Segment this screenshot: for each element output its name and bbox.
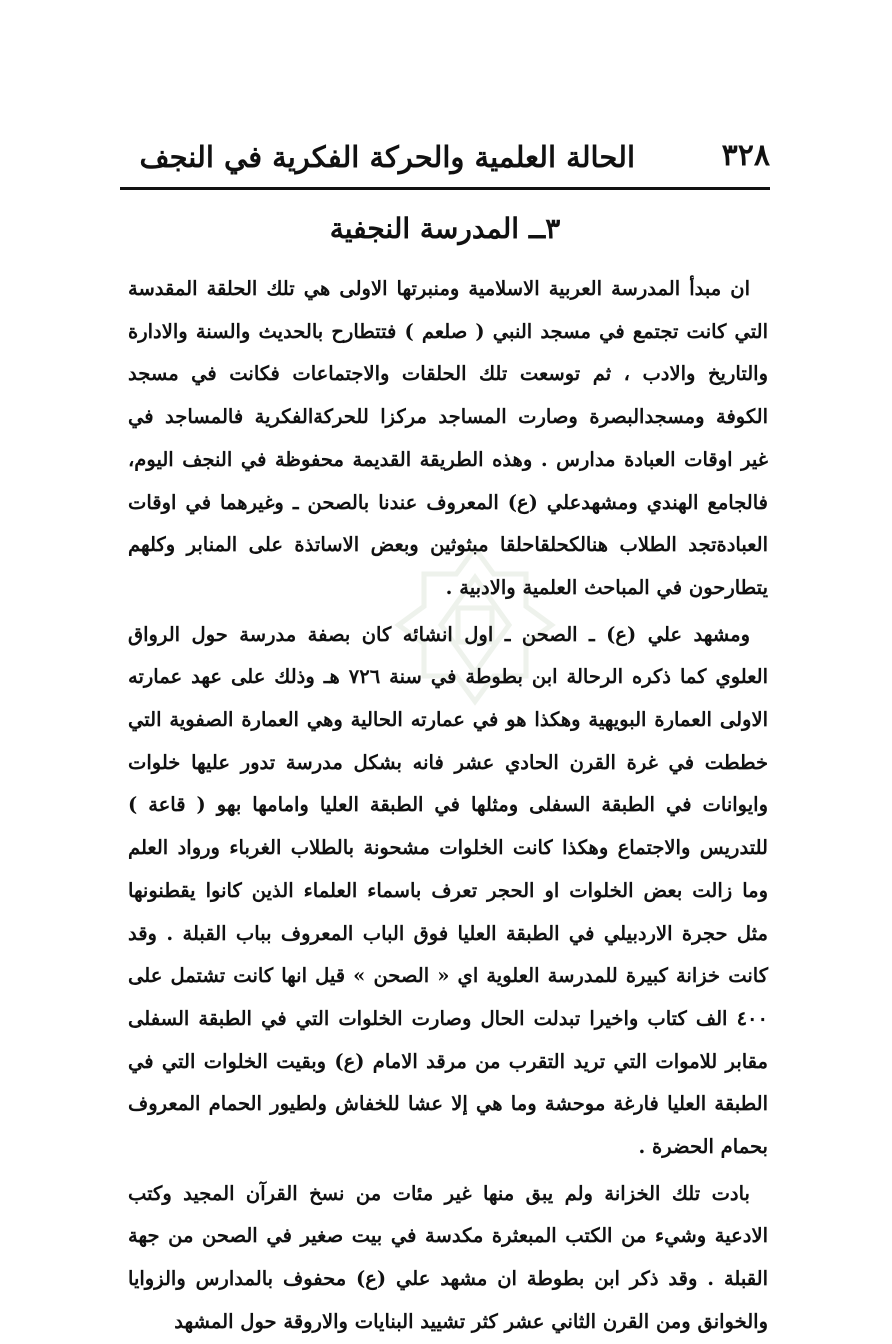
section-title: ٣ــ المدرسة النجفية [329, 212, 561, 245]
paragraph-1: ان مبدأ المدرسة العربية الاسلامية ومنبرتها الاولى هي تلك الحلقة المقدسة التي كانت تجتمع في مسجد النبي ( صلعم ) فتتطارح بالحديث والسنة والادارة والتاريخ والادب ، ثم توسعت تلك الحلقات والاجتماعات فكانت في مسجد الكوفة ومسجدالبصرة وصارت المساجد مركزا للحركةالفكرية فالمساجد في غير اوقات العبادة مدارس . وهذه الطريقة القديمة محفوظة في النجف اليوم، فالجامع الهندي ومشهدعلي (ع) المعروف عندنا بالصحن ـ وغيرهما في اوقات العبادةتجد الطلاب هنالكحلقاحلقا مبثوثين وبعض الاساتذة على المنابر وكلهم يتطارحون في المباحث العلمية والادبية . [128, 277, 768, 599]
paragraph-3: بادت تلك الخزانة ولم يبق منها غير مئات من نسخ القرآن المجيد وكتب الادعية وشيء من الكتب المبعثرة مكدسة في بيت صغير في الصحن من جهة القبلة . وقد ذكر ابن بطوطة ان مشهد علي (ع) محفوف بالمدارس والزوايا والخوانق ومن القرن الثاني عشر كثر تشييد البنايات والاروقة حول المشهد [128, 1181, 768, 1333]
page-number: ٣٢٨ [721, 138, 770, 173]
body-text [128, 268, 768, 1344]
header-divider [120, 187, 770, 190]
running-title: الحالة العلمية والحركة الفكرية في النجف [139, 140, 635, 174]
page-header [120, 128, 770, 190]
paragraph-2: ومشهد علي (ع) ـ الصحن ـ اول انشائه كان بصفة مدرسة حول الرواق العلوي كما ذكره الرحالة ابن بطوطة في سنة ٧٢٦ هـ وذلك على عهد عمارته الاولى العمارة البويهية وهكذا هو في عمارته الحالية وهي العمارة الصفوية التي خططت في غرة القرن الحادي عشر فانه بشكل مدرسة تدور عليها خلوات وايوانات في الطبقة السفلى ومثلها في الطبقة العليا وامامها بهو ( قاعة ) للتدريس والاجتماع وهكذا كانت الخلوات مشحونة بالطلاب الغرباء ورواد العلم وما زالت بعض الخلوات او الحجر تعرف باسماء العلماء الذين كانوا يقطنونها مثل حجرة الاردبيلي في الطبقة العليا فوق الباب المعروف بباب القبلة . وقد كانت خزانة كبيرة للمدرسة العلوية اي « الصحن » قيل انها كانت تشتمل على ٤٠٠ الف كتاب واخيرا تبدلت الحال وصارت الخلوات التي في الطبقة السفلى مقابر للاموات التي تريد التقرب من مرقد الامام (ع) وبقيت الخلوات التي في الطبقة العليا فارغة موحشة وما هي إلا عشا للخفاش ولطيور الحمام المعروف بحمام الحضرة . [128, 622, 768, 1159]
